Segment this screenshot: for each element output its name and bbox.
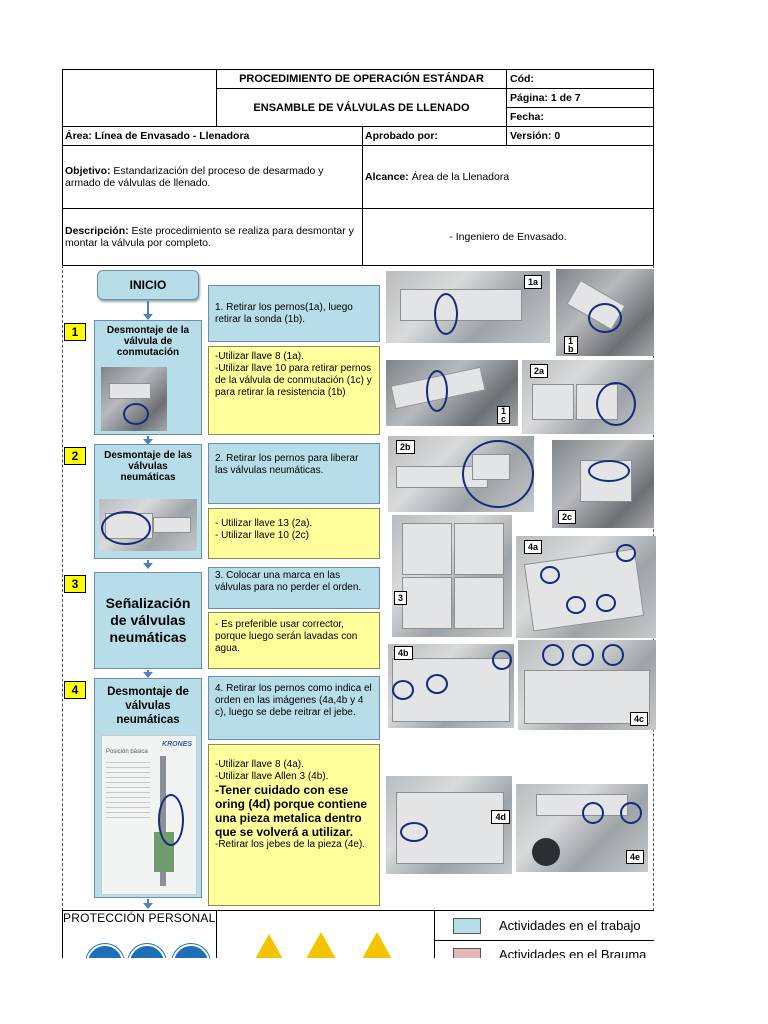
version-field: Versión: 0 <box>506 126 654 146</box>
step-1-thumbnail <box>101 367 167 431</box>
photo-2b <box>388 436 534 512</box>
flow-arrow <box>147 301 149 315</box>
step-number-4: 4 <box>64 681 86 699</box>
aprobado-field: Aprobado por: <box>362 126 507 146</box>
step-3-note: - Es preferible usar corrector, porque luego serán lavadas con agua. <box>208 612 380 669</box>
header-logo-cell <box>62 69 217 127</box>
step-2-title: Desmontaje de las válvulas neumáticas <box>104 450 192 483</box>
photo-1c <box>386 360 518 426</box>
tag-4e: 4e <box>626 850 644 864</box>
cod-field: Cód: <box>506 69 654 89</box>
descripcion-cell <box>62 208 363 266</box>
proteccion-label: PROTECCIÓN PERSONAL <box>63 911 216 925</box>
alcance-cell <box>362 145 654 209</box>
photo-1a <box>386 271 550 343</box>
step-2-action: 2. Retirar los pernos para liberar las válvulas neumáticas. <box>208 443 380 504</box>
step-4-title: Desmontaje de válvulas neumáticas <box>107 686 189 726</box>
legend-swatch-trabajo <box>453 918 481 934</box>
tag-3: 3 <box>394 591 407 605</box>
responsable-cell: - Ingeniero de Envasado. <box>362 208 654 266</box>
pagina-field: Página: 1 de 7 <box>506 88 654 108</box>
step-4-box <box>94 678 202 898</box>
fecha-field: Fecha: <box>506 107 654 127</box>
step-number-1: 1 <box>64 323 86 341</box>
step-4-note-tools: -Utilizar llave 8 (4a). -Utilizar llave Allen 3 (4b). <box>215 759 329 782</box>
flow-arrowhead <box>143 563 153 569</box>
step-3-title: Señalización de válvulas neumáticas <box>105 595 191 645</box>
tag-4b: 4b <box>394 646 413 660</box>
step-number-3: 3 <box>64 575 86 593</box>
step-4-note-warning: -Tener cuidado con ese oring (4d) porque contiene una pieza metalica dentro que se volverá a utilizar. <box>215 783 367 839</box>
page-bottom-margin <box>0 958 768 1024</box>
thumb-heading: Posición básica <box>106 749 148 755</box>
tag-2b: 2b <box>396 440 415 454</box>
step-3-action: 3. Colocar una marca en las válvulas para no perder el orden. <box>208 567 380 609</box>
photo-4b <box>388 644 514 728</box>
tag-2c: 2c <box>558 510 576 524</box>
step-1-box <box>94 320 202 435</box>
photo-2a <box>522 360 654 434</box>
tag-4a: 4a <box>524 540 542 554</box>
document-title: PROCEDIMIENTO DE OPERACIÓN ESTÁNDAR <box>216 69 507 89</box>
step-4-action: 4. Retirar los pernos como indica el orden en las imágenes (4a,4b y 4 c), luego se debe reitrar el jebe. <box>208 676 380 740</box>
footer-divider-2 <box>434 910 435 960</box>
step-3-box <box>94 572 202 669</box>
inicio-label: INICIO <box>129 278 167 292</box>
tag-1a: 1a <box>524 275 542 289</box>
descripcion-text: Este procedimiento se realiza para desmontar y montar la válvula por completo. <box>65 225 354 249</box>
step-1-action: 1. Retirar los pernos(1a), luego retirar la sonda (1b). <box>208 285 380 342</box>
tag-1b: 1 b <box>564 336 578 354</box>
tag-2a: 2a <box>530 364 548 378</box>
legend-label-brauma: Actividades en el Brauma <box>499 947 647 958</box>
tag-1c: 1 c <box>497 406 510 424</box>
footer-divider-1 <box>216 910 217 960</box>
footer-legend-divider <box>434 940 654 941</box>
step-4-note-jebes: -Retirar los jebes de la pieza (4e). <box>215 839 366 850</box>
step-1-title: Desmontaje de la válvula de conmutación <box>106 325 190 358</box>
descripcion-label: Descripción: <box>65 225 129 237</box>
photo-4e <box>516 784 648 872</box>
step-1-note: -Utilizar llave 8 (1a). -Utilizar llave 10 para retirar pernos de la válvula de conmutación (1c) y para retirar la resistencia (1b) <box>208 346 380 435</box>
tag-4d: 4d <box>491 810 510 824</box>
area-field: Área: Línea de Envasado - Llenadora <box>62 126 363 146</box>
inicio-terminal <box>97 270 199 300</box>
alcance-text: Área de la Llenadora <box>408 171 510 183</box>
alcance-label: Alcance: <box>365 171 409 183</box>
step-4-note <box>208 744 380 906</box>
step-2-note: - Utilizar llave 13 (2a). - Utilizar llave 10 (2c) <box>208 508 380 559</box>
photo-4d <box>386 776 512 874</box>
step-2-thumbnail <box>99 499 197 551</box>
photo-4c <box>518 640 656 730</box>
step-4-thumbnail <box>101 735 197 895</box>
step-2-box <box>94 444 202 559</box>
photo-1b <box>556 269 654 356</box>
document-subtitle: ENSAMBLE DE VÁLVULAS DE LLENADO <box>216 88 507 127</box>
objetivo-text: Estandarización del proceso de desarmado y armado de válvulas de llenado. <box>65 165 324 189</box>
objetivo-cell <box>62 145 363 209</box>
photo-4a <box>516 536 656 638</box>
tag-4c: 4c <box>630 712 648 726</box>
photo-3 <box>392 515 512 637</box>
photo-2c <box>552 440 654 528</box>
step-number-2: 2 <box>64 447 86 465</box>
objetivo-label: Objetivo: <box>65 165 111 177</box>
flow-arrowhead <box>143 903 153 909</box>
thumb-brand: KRONES <box>162 741 192 748</box>
legend-label-trabajo: Actividades en el trabajo <box>499 918 641 933</box>
